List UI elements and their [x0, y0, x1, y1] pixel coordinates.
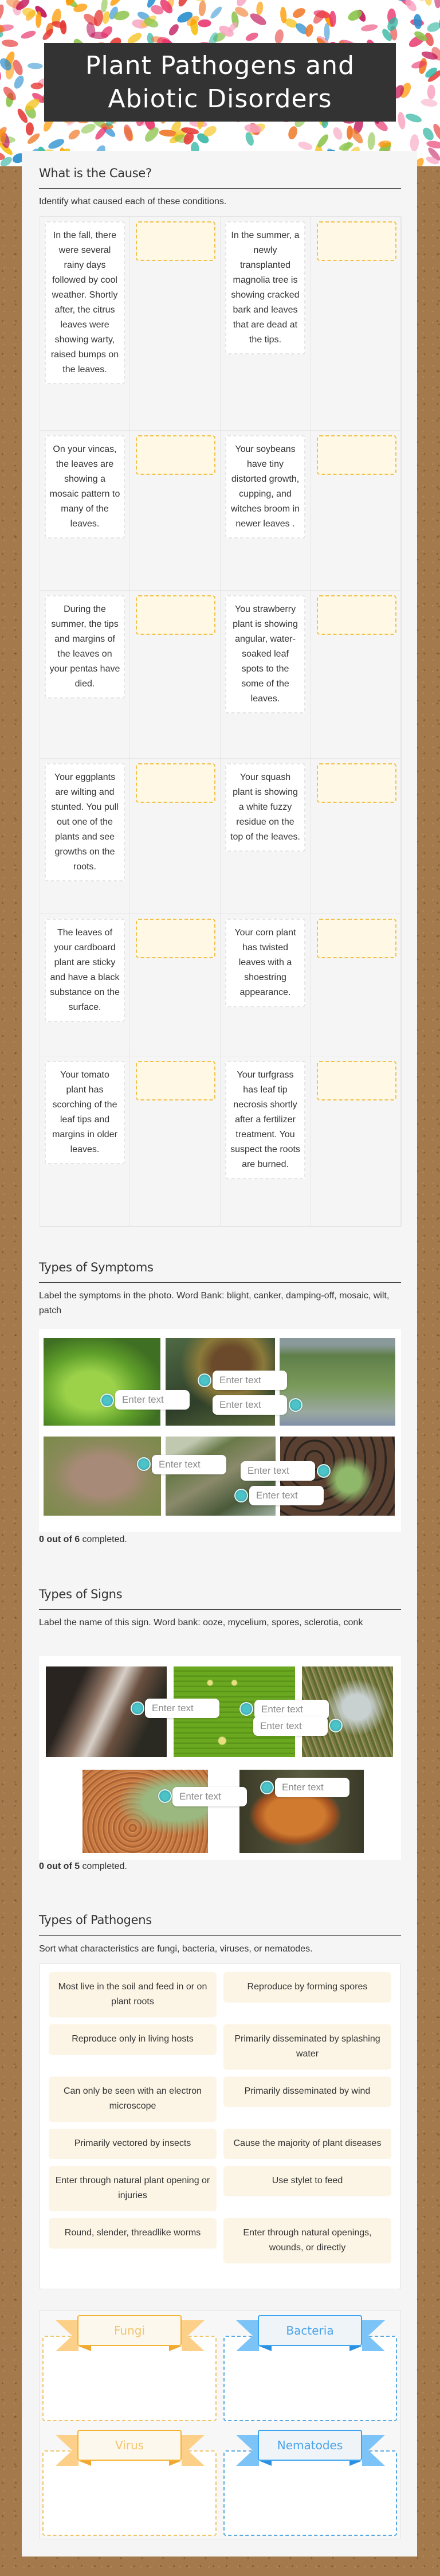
characteristic-card[interactable]: Use stylet to feed — [223, 2166, 391, 2196]
category-label: Nematodes — [258, 2430, 362, 2461]
divider — [39, 1935, 401, 1936]
characteristic-card-bank — [39, 1963, 401, 2289]
divider — [39, 1609, 401, 1610]
symptom-label-input[interactable] — [241, 1461, 315, 1481]
symptom-label-input[interactable] — [213, 1371, 287, 1390]
sign-label-input[interactable] — [145, 1699, 219, 1718]
symptom-photo-patch — [44, 1437, 161, 1516]
hotspot-marker[interactable] — [289, 1398, 302, 1412]
leaf — [427, 84, 435, 99]
scenario-card: Your soybeans have tiny distorted growth, cupping, and witches broom in newer leaves . — [225, 435, 305, 538]
leaf — [198, 0, 207, 17]
characteristic-card[interactable]: Cause the majority of plant diseases — [223, 2129, 391, 2159]
scenario-cell — [221, 431, 311, 591]
answer-drop-zone[interactable] — [317, 1061, 396, 1100]
leaf — [245, 31, 260, 42]
leaf — [235, 0, 250, 8]
section-heading-pathogens: Types of Pathogens — [39, 1913, 152, 1927]
hotspot-marker[interactable] — [198, 1373, 211, 1387]
symptom-photo-wilt — [280, 1338, 395, 1426]
characteristic-card[interactable]: Enter through natural openings, wounds, or directly — [223, 2218, 391, 2263]
answer-cell — [311, 759, 402, 914]
answer-drop-zone[interactable] — [317, 435, 396, 475]
section-heading-cause: What is the Cause? — [39, 166, 152, 180]
sign-label-input[interactable] — [275, 1778, 349, 1797]
answer-drop-zone[interactable] — [317, 919, 396, 958]
answer-cell — [311, 1056, 402, 1227]
ribbon-virus — [56, 2430, 205, 2466]
leaf — [28, 63, 43, 69]
leaf — [30, 83, 43, 89]
answer-drop-zone[interactable] — [317, 221, 396, 261]
cause-matching-table — [40, 216, 401, 1227]
scenario-cell — [221, 1056, 311, 1227]
hotspot-marker[interactable] — [239, 1702, 253, 1716]
scenario-cell — [221, 217, 311, 431]
leaf — [20, 29, 37, 40]
characteristic-card[interactable]: Primarily disseminated by wind — [223, 2077, 391, 2107]
hotspot-marker[interactable] — [260, 1781, 274, 1794]
completed-count: 0 out of 6 — [39, 1535, 80, 1544]
leaf — [67, 128, 82, 142]
scenario-card: In the fall, there were several rainy days followed by cool weather. Shortly after, the citrus leaves were showing warty, raised bumps on the leaves. — [45, 221, 125, 384]
answer-cell — [311, 591, 402, 759]
ribbon-nematodes — [236, 2430, 385, 2466]
category-label: Bacteria — [258, 2315, 362, 2346]
characteristic-card[interactable]: Can only be seen with an electron microscope — [49, 2077, 217, 2122]
leaf — [80, 122, 97, 135]
leaf — [367, 132, 376, 150]
scenario-card: In the summer, a newly transplanted magnolia tree is showing cracked bark and leaves that are dead at the tips. — [225, 221, 305, 354]
scenario-card: The leaves of your cardboard plant are sticky and have a black substance on the surface. — [45, 919, 125, 1022]
section-heading-signs: Types of Signs — [39, 1587, 123, 1601]
leaf — [347, 126, 353, 140]
characteristic-card[interactable]: Reproduce only in living hosts — [49, 2024, 217, 2055]
answer-drop-zone[interactable] — [317, 595, 396, 635]
completed-count: 0 out of 5 — [39, 1861, 80, 1871]
symptom-label-input[interactable] — [213, 1395, 287, 1415]
hotspot-marker[interactable] — [234, 1489, 248, 1502]
answer-cell — [311, 431, 402, 591]
leaf — [0, 3, 6, 23]
scenario-cell — [40, 217, 130, 431]
category-label: Virus — [77, 2430, 182, 2461]
title-line-1: Plant Pathogens and — [85, 50, 355, 80]
scenario-cell — [221, 591, 311, 759]
scenario-cell — [221, 914, 311, 1056]
scenario-card: Your corn plant has twisted leaves with a shoestring appearance. — [225, 919, 305, 1007]
leaf — [410, 134, 419, 152]
answer-cell — [311, 217, 402, 431]
answer-drop-zone[interactable] — [136, 435, 215, 475]
leaf — [297, 140, 313, 151]
leaf — [397, 111, 407, 130]
hotspot-marker[interactable] — [317, 1464, 331, 1478]
leaf — [256, 1, 264, 15]
leaf — [331, 126, 344, 141]
leaf — [0, 66, 3, 83]
signs-progress — [39, 1861, 127, 1872]
leaf — [403, 0, 419, 13]
scenario-card: On your vincas, the leaves are showing a mosaic pattern to many of the leaves. — [45, 435, 125, 538]
answer-cell — [311, 914, 402, 1056]
sign-photo-spores — [82, 1770, 208, 1853]
sign-label-input[interactable] — [253, 1716, 328, 1736]
leaf — [291, 6, 307, 20]
scenario-cell — [40, 1056, 130, 1227]
leaf — [360, 23, 378, 32]
symptom-photo-mosaic — [44, 1338, 160, 1426]
divider — [39, 188, 401, 189]
completed-suffix: completed. — [80, 1861, 127, 1871]
hotspot-marker[interactable] — [137, 1457, 151, 1471]
answer-drop-zone[interactable] — [136, 595, 215, 635]
scenario-card: Your eggplants are wilting and stunted. You pull out one of the plants and see growths on the roots. — [45, 763, 125, 881]
answer-drop-zone[interactable] — [136, 221, 215, 261]
leaf — [423, 0, 433, 6]
answer-drop-zone[interactable] — [136, 763, 215, 803]
leaf — [426, 21, 440, 34]
scenario-card: Your turfgrass has leaf tip necrosis shortly after a fertilizer treatment. You suspect the roots are burned. — [225, 1061, 305, 1179]
leaf — [1, 39, 18, 48]
scenario-cell — [40, 759, 130, 914]
answer-cell — [130, 1056, 221, 1227]
hotspot-marker[interactable] — [158, 1789, 172, 1803]
leaf — [176, 0, 191, 8]
sign-label-input[interactable] — [172, 1787, 247, 1806]
leaf — [304, 24, 315, 38]
leaf — [108, 0, 123, 7]
characteristic-card[interactable]: Round, slender, threadlike worms — [49, 2218, 217, 2249]
title-line-2: Abiotic Disorders — [108, 84, 332, 114]
symptoms-instruction: Label the symptoms in the photo. Word Bank: blight, canker, damping-off, mosaic, wilt, patch — [39, 1291, 390, 1316]
scenario-card: Your squash plant is showing a white fuzzy residue on the top of the leaves. — [225, 763, 305, 852]
leaf — [404, 112, 423, 124]
section-heading-symptoms: Types of Symptoms — [39, 1260, 154, 1274]
characteristic-card[interactable]: Primarily vectored by insects — [49, 2129, 217, 2159]
scenario-card: During the summer, the tips and margins of the leaves on your pentas have died. — [45, 595, 125, 698]
category-label: Fungi — [77, 2315, 182, 2346]
scenario-card: Your tomato plant has scorching of the leaf tips and margins in older leaves. — [45, 1061, 125, 1164]
leaf — [421, 98, 438, 108]
completed-suffix: completed. — [80, 1535, 127, 1544]
answer-drop-zone[interactable] — [136, 919, 215, 958]
hotspot-marker[interactable] — [100, 1394, 114, 1407]
answer-cell — [130, 431, 221, 591]
pathogens-instruction: Sort what characteristics are fungi, bacteria, viruses, or nematodes. — [39, 1944, 313, 1954]
cause-instruction: Identify what caused each of these conditions. — [39, 197, 227, 206]
hotspot-marker[interactable] — [131, 1701, 144, 1715]
leaf — [198, 19, 211, 27]
scenario-cell — [40, 431, 130, 591]
symptom-label-input[interactable] — [152, 1455, 226, 1474]
divider — [39, 1282, 401, 1283]
characteristic-card[interactable]: Enter through natural plant opening or injuries — [49, 2166, 217, 2211]
ribbon-fungi — [56, 2315, 205, 2352]
leaf — [413, 14, 423, 30]
scenario-card: You strawberry plant is showing angular, water-soaked leaf spots to the some of the leaves. — [225, 595, 305, 713]
answer-cell — [130, 759, 221, 914]
symptom-label-input[interactable] — [115, 1390, 190, 1410]
leaf — [26, 122, 34, 135]
ribbon-bacteria — [236, 2315, 385, 2352]
leaf — [434, 0, 440, 9]
hotspot-marker[interactable] — [329, 1719, 343, 1732]
leaf — [287, 125, 299, 140]
scenario-cell — [40, 591, 130, 759]
scenario-cell — [221, 759, 311, 914]
leaf — [209, 5, 223, 20]
characteristic-card[interactable]: Primarily disseminated by splashing water — [223, 2024, 391, 2070]
leaf — [167, 22, 181, 37]
page-title — [44, 43, 396, 122]
symptom-label-input[interactable] — [249, 1486, 324, 1505]
characteristic-card[interactable]: Most live in the soil and feed in or on plant roots — [49, 1972, 217, 2017]
scenario-cell — [40, 914, 130, 1056]
signs-instruction: Label the name of this sign. Word bank: ooze, mycelium, spores, sclerotia, conk — [39, 1618, 363, 1627]
leaf — [316, 132, 331, 149]
symptoms-progress — [39, 1535, 127, 1545]
leaf — [193, 0, 208, 2]
answer-cell — [130, 591, 221, 759]
answer-cell — [130, 914, 221, 1056]
leaf — [426, 140, 440, 150]
characteristic-card[interactable]: Reproduce by forming spores — [223, 1972, 391, 2003]
answer-drop-zone[interactable] — [317, 763, 396, 803]
answer-drop-zone[interactable] — [136, 1061, 215, 1100]
leaf — [274, 29, 285, 45]
leaf — [12, 74, 26, 90]
answer-cell — [130, 217, 221, 431]
